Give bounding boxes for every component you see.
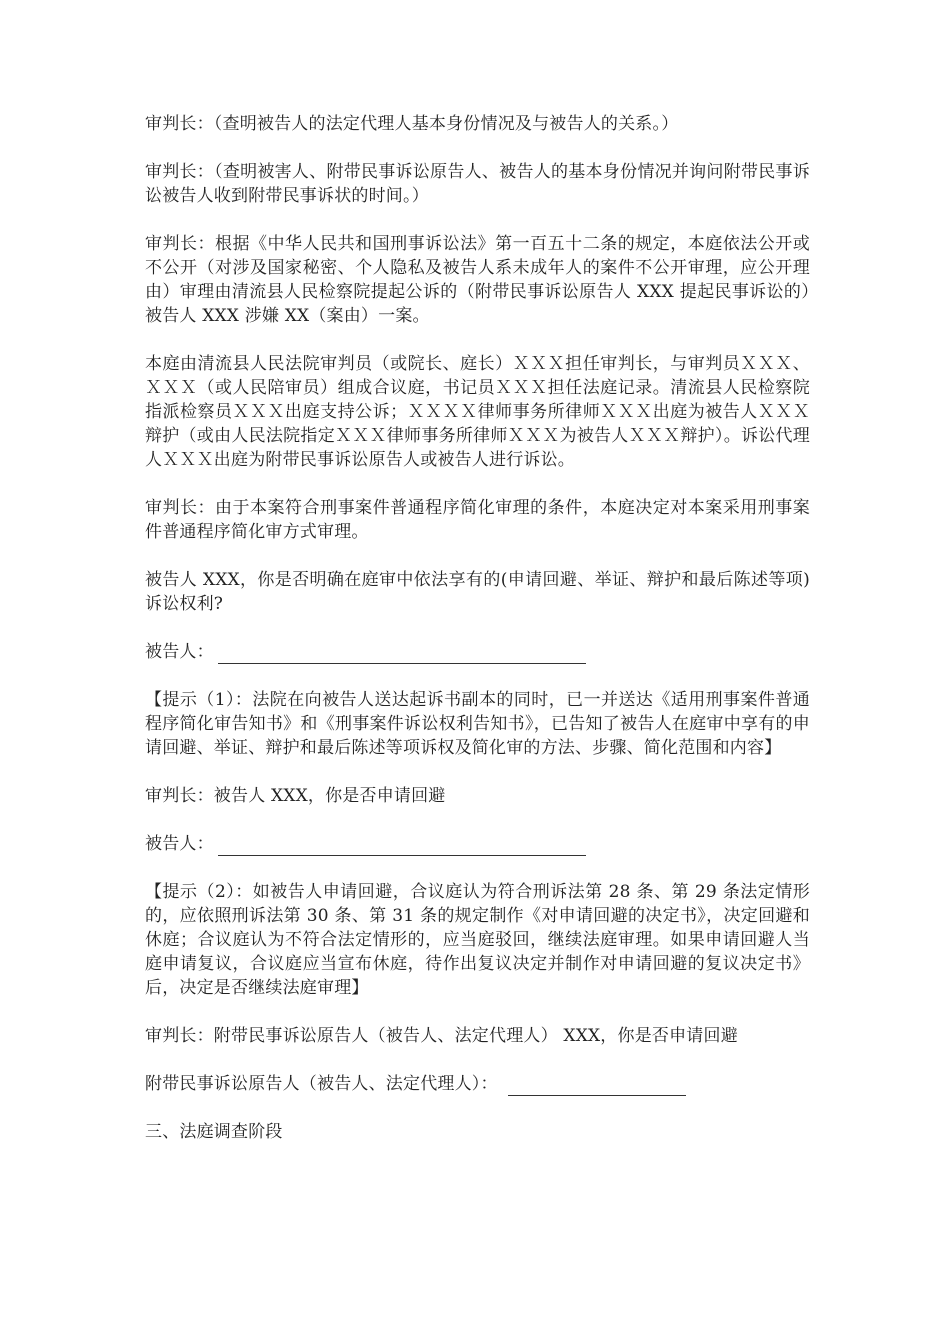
paragraph-hint-2: 【提示（2）：如被告人申请回避，合议庭认为符合刑诉法第 28 条、第 29 条法定情形的，应依照刑诉法第 30 条、第 31 条的规定制作《对申请回避的决定书》，决定回避和休庭；合议庭认为不符合法定情形的，应当庭驳回，继续法庭审理。如果申请回避人当庭申请复议，合议庭应当宣布休庭，待作出复议决定并制作对申请回避的复议决定书》后，决定是否继续法庭审理】 <box>145 882 810 998</box>
paragraph-presiding-judge-2: 审判长：（查明被害人、附带民事诉讼原告人、被告人的基本身份情况并询问附带民事诉讼被告人收到附带民事诉状的时间。） <box>145 162 810 206</box>
section-heading-investigation: 三、法庭调查阶段 <box>145 1122 283 1142</box>
paragraph-presiding-judge-1: 审判长：（查明被告人的法定代理人基本身份情况及与被告人的关系。） <box>145 114 679 134</box>
paragraph-court-composition: 本庭由清流县人民法院审判员（或院长、庭长）ＸＸＸ担任审判长，与审判员ＸＸＸ、ＸＸＸ（或人民陪审员）组成合议庭，书记员ＸＸＸ担任法庭记录。清流县人民检察院指派检察员ＸＸＸ出庭支持公诉；ＸＸＸＸ律师事务所律师ＸＸＸ出庭为被告人ＸＸＸ辩护（或由人民法院指定ＸＸＸ律师事务所律师ＸＸＸ为被告人ＸＸＸ辩护）。诉讼代理人ＸＸＸ出庭为附带民事诉讼原告人或被告人进行诉讼。 <box>145 354 810 470</box>
answer-blank-line <box>218 837 586 856</box>
paragraph-rights-question: 被告人 XXX，你是否明确在庭审中依法享有的(申请回避、举证、辩护和最后陈述等项)诉讼权利? <box>145 570 810 614</box>
plaintiff-label: 附带民事诉讼原告人（被告人、法定代理人）： <box>145 1074 498 1094</box>
answer-blank-line <box>218 645 586 664</box>
paragraph-simplified-procedure: 审判长：由于本案符合刑事案件普通程序简化审理的条件，本庭决定对本案采用刑事案件普通程序简化审方式审理。 <box>145 498 810 542</box>
paragraph-plaintiff-recusal-question: 审判长：附带民事诉讼原告人（被告人、法定代理人） XXX，你是否申请回避 <box>145 1026 738 1046</box>
paragraph-defendant-answer-1 <box>145 640 810 664</box>
paragraph-plaintiff-answer <box>145 1072 810 1096</box>
defendant-label: 被告人： <box>145 642 214 662</box>
answer-blank-line <box>508 1077 686 1096</box>
paragraph-hint-1: 【提示（1）：法院在向被告人送达起诉书副本的同时，已一并送达《适用刑事案件普通程序简化审告知书》和《刑事案件诉讼权利告知书》，已告知了被告人在庭审中享有的申请回避、举证、辩护和最后陈述等项诉权及简化审的方法、步骤、简化范围和内容】 <box>145 690 810 758</box>
paragraph-presiding-judge-3: 审判长：根据《中华人民共和国刑事诉讼法》第一百五十二条的规定，本庭依法公开或不公开（对涉及国家秘密、个人隐私及被告人系未成年人的案件不公开审理，应公开理由）审理由清流县人民检察院提起公诉的（附带民事诉讼原告人 XXX 提起民事诉讼的）被告人 XXX 涉嫌 XX（案由）一案。 <box>145 234 810 326</box>
paragraph-defendant-answer-2 <box>145 832 810 856</box>
defendant-label: 被告人： <box>145 834 214 854</box>
document-body <box>145 112 810 1168</box>
paragraph-recusal-question: 审判长：被告人 XXX，你是否申请回避 <box>145 786 446 806</box>
